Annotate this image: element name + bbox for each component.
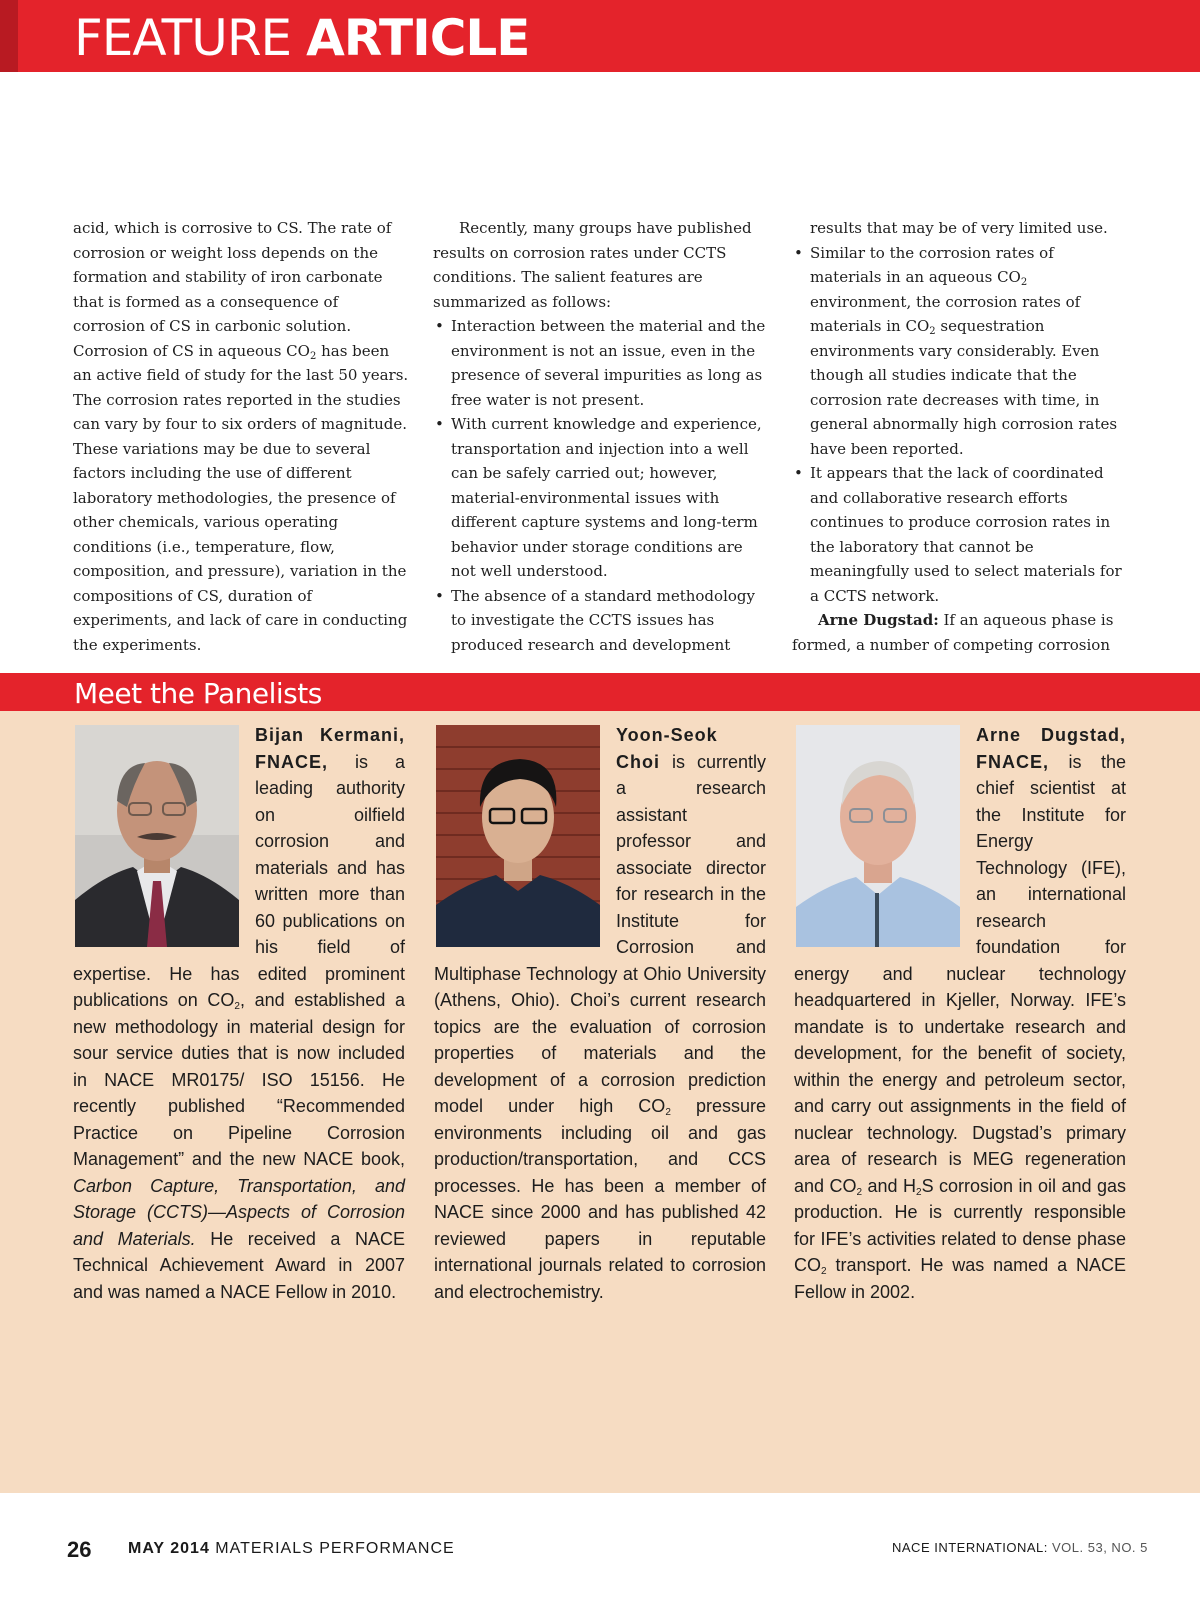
panelists-bar — [0, 673, 1200, 711]
paragraph: results that may be of very limited use. — [810, 219, 1108, 237]
page-number: 26 — [67, 1537, 92, 1562]
panelist-bio-choi: Yoon-Seok Choi is currently a research assistant professor and associate director for research in the Institute for Corrosion and Multiphase Technology at Ohio University (Athens, Ohio). Choi’s current research topics are the evaluation of corrosion properties of materials and the development of a corrosion prediction model under high $CO_2$ pressure environments including oil and gas production/transportation, and CCS processes. He has been a member of NACE since 2000 and has published 42 reviewed papers in reputable international journals related to corrosion and electrochemistry. — [434, 725, 766, 1302]
list-item: • The absence of a standard methodology to investigate the CCTS issues has produced research and development — [433, 584, 769, 658]
list-item: • Interaction between the material and the environment is not an issue, even in the presence of several impurities as long as free water is not present. — [433, 314, 769, 412]
section-title-bold: ARTICLE — [306, 9, 530, 67]
book-title: Carbon Capture, Transportation, and Storage (CCTS)—Aspects of Corrosion and Materials. — [73, 1175, 405, 1249]
panelist-photo-kermani — [75, 725, 239, 947]
article-column-1 — [73, 216, 409, 657]
paragraph: acid, which is corrosive to CS. The rate of corrosion or weight loss depends on the formation and stability of iron carbonate that is formed as a consequence of corrosion of CS in carbonic solution. Corrosion of CS in aqueous $CO_2$ has been an active field of study for the last 50 years. The corrosion rates reported in the studies can vary by four to six orders of magnitude. These variations may be due to several factors including the use of different laboratory methodologies, the presence of other chemicals, various operating conditions (i.e., temperature, flow, composition, and pressure), variation in the compositions of CS, duration of experiments, and lack of care in conducting the experiments. — [73, 219, 409, 654]
volume-line: NACE INTERNATIONAL: VOL. 53, NO. 5 — [892, 1540, 1148, 1555]
article-column-2 — [433, 216, 769, 657]
list-item: • It appears that the lack of coordinated and collaborative research efforts continues to produce corrosion rates in the laboratory that cannot be meaningfully used to select materials for a CCTS network. — [792, 461, 1128, 608]
article-column-3 — [792, 216, 1128, 657]
bullet-list — [433, 314, 769, 657]
panelist-bio-dugstad: Arne Dugstad, FNACE, is the chief scientist at the Institute for Energy Technology (IFE), an international research foundation for energy and nuclear technology headquartered in Kjeller, Norway. IFE’s mandate is to undertake research and development, for the benefit of society, within the energy and petroleum sector, and carry out assignments in the field of nuclear technology. Dugstad’s primary area of research is MEG regeneration and $CO_2$ and $H_2S$ corrosion in oil and gas production. He is currently responsible for IFE’s activities related to dense phase $CO_2$ transport. He was named a NACE Fellow in 2002. — [794, 725, 1126, 1302]
panelists-title: Meet the Panelists — [74, 677, 322, 710]
publication-line: MAY 2014 MATERIALS PERFORMANCE — [128, 1540, 455, 1557]
panelist-name: Bijan Kermani, FNACE, — [255, 725, 405, 772]
list-item: • Similar to the corrosion rates of materials in an aqueous $CO_2$ environment, the corrosion rates of materials in $CO_2$ sequestration environments vary considerably. Even though all studies indicate that the corrosion rate decreases with time, in general abnormally high corrosion rates have been reported. — [792, 241, 1128, 462]
panelist-name: Yoon-Seok Choi — [616, 725, 718, 772]
paragraph: Recently, many groups have published results on corrosion rates under CCTS conditions. The salient features are summarized as follows: — [433, 219, 752, 311]
paragraph: Arne Dugstad: If an aqueous phase is formed, a number of competing corrosion — [792, 611, 1114, 654]
panelist-name: Arne Dugstad, FNACE, — [976, 725, 1126, 772]
section-title-light: FEATURE — [74, 9, 292, 67]
panelist-photo-dugstad — [796, 725, 960, 947]
speaker-name: Arne Dugstad: — [818, 611, 939, 629]
section-title — [74, 10, 529, 66]
list-item: • With current knowledge and experience, transportation and injection into a well can be safely carried out; however, material-environmental issues with different capture systems and long-term behavior under storage conditions are not well understood. — [433, 412, 769, 584]
header-accent — [0, 0, 18, 72]
panelist-photo-choi — [436, 725, 600, 947]
bullet-list — [792, 241, 1128, 609]
panelist-bio-kermani: Bijan Kermani, FNACE, is a leading authority on oilfield corrosion and materials and has written more than 60 publications on his field of expertise. He has edited prominent publications on $CO_2$, and established a new methodology in material design for sour service duties that is now included in NACE MR0175/ ISO 15156. He recently published “Recommended Practice on Pipeline Corrosion Management” and the new NACE book, Carbon Capture, Transportation, and Storage (CCTS)—Aspects of Corrosion and Materials. He received a NACE Technical Achievement Award in 2007 and was named a NACE Fellow in 2010. — [73, 725, 405, 1302]
